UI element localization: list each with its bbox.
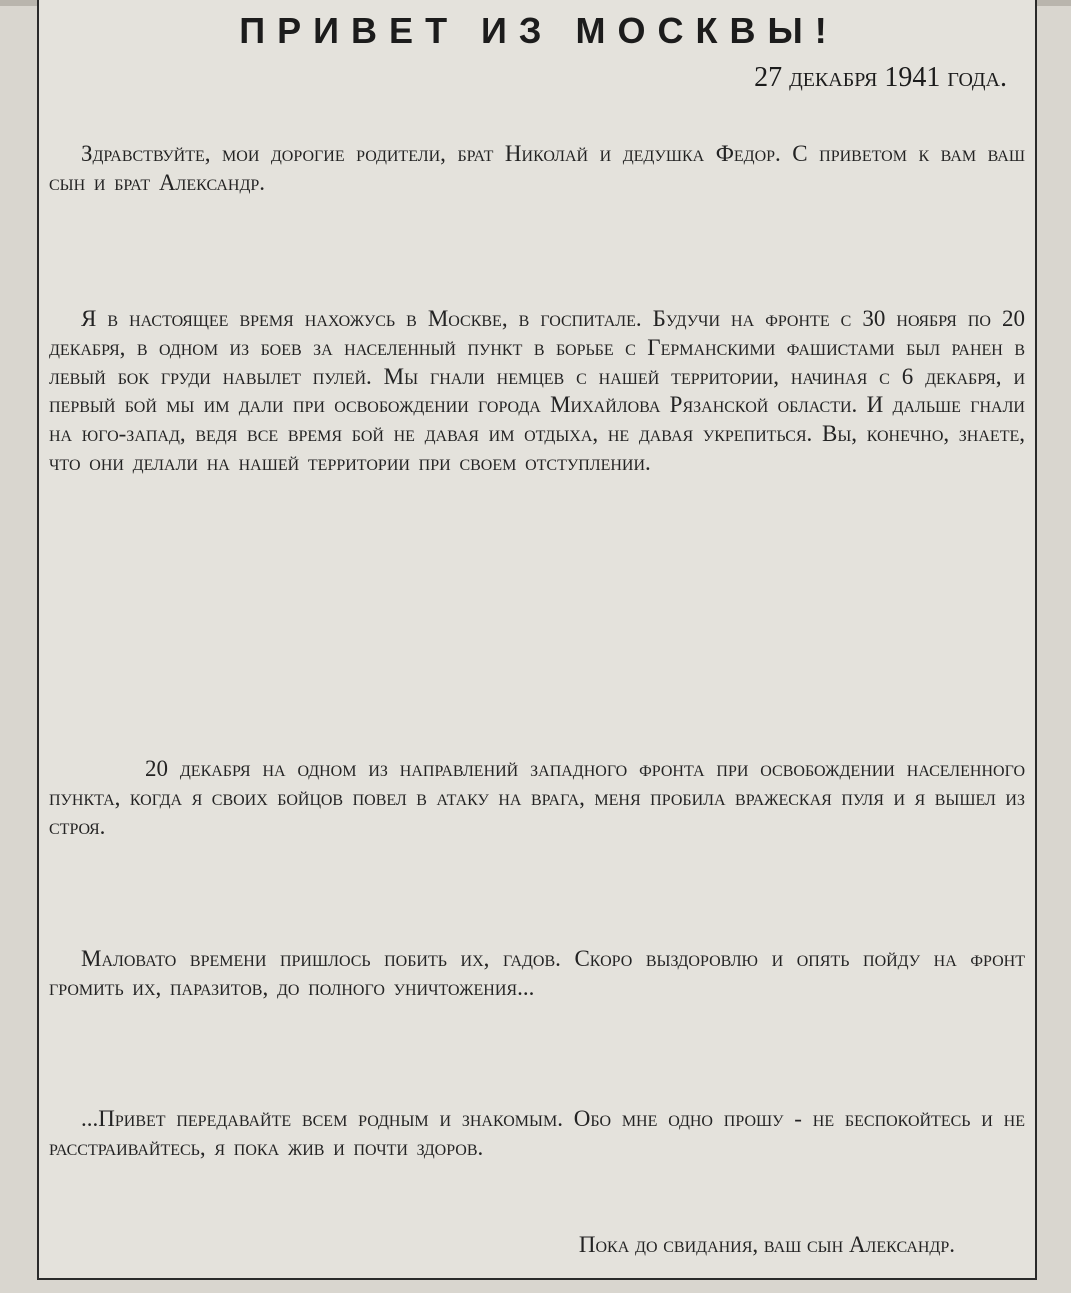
paragraph-greeting: Здравствуйте, мои дорогие родители, брат Николай и дедушка Федор. С приветом к вам ваш сын и брат Александр. — [49, 141, 1025, 195]
paragraph-december-20: 20 декабря на одном из направлений западного фронта при освобождении населенного пункта, когда я своих бойцов повел в атаку на врага, меня пробила вражеская пуля и я вышел из строя. — [49, 756, 1025, 839]
paragraph-regards: ...Привет передавайте всем родным и знакомым. Обо мне одно прошу - не беспокойтесь и не расстраивайтесь, я пока жив и почти здоров. — [49, 1106, 1025, 1160]
letter-date: 27 декабря 1941 года. — [754, 62, 1007, 93]
paragraph-hospital: Я в настоящее время нахожусь в Москве, в госпитале. Будучи на фронте с 30 ноября по 20 декабря, в одном из боев за населенный пункт в борьбе с Германскими фашистами был ранен в левый бок груди навылет пулей. Мы гнали немцев с нашей территории, начиная с 6 декабря, и первый бой мы им дали при освобождении города Михайлова Рязанской области. И дальше гнали на юго-запад, ведя все время бой не давая им отдыха, не давая укрепиться. Вы, конечно, знаете, что они делали на нашей территории при своем отступлении. — [49, 306, 1025, 475]
paragraph-recovery: Маловато времени пришлось побить их, гадов. Скоро выздоровлю и опять пойду на фронт громить их, паразитов, до полного уничтожения... — [49, 946, 1025, 1000]
letter-frame — [37, 0, 1037, 1280]
letter-title: ПРИВЕТ ИЗ МОСКВЫ! — [239, 10, 839, 51]
letter-signoff: Пока до свидания, ваш сын Александр. — [578, 1232, 955, 1257]
